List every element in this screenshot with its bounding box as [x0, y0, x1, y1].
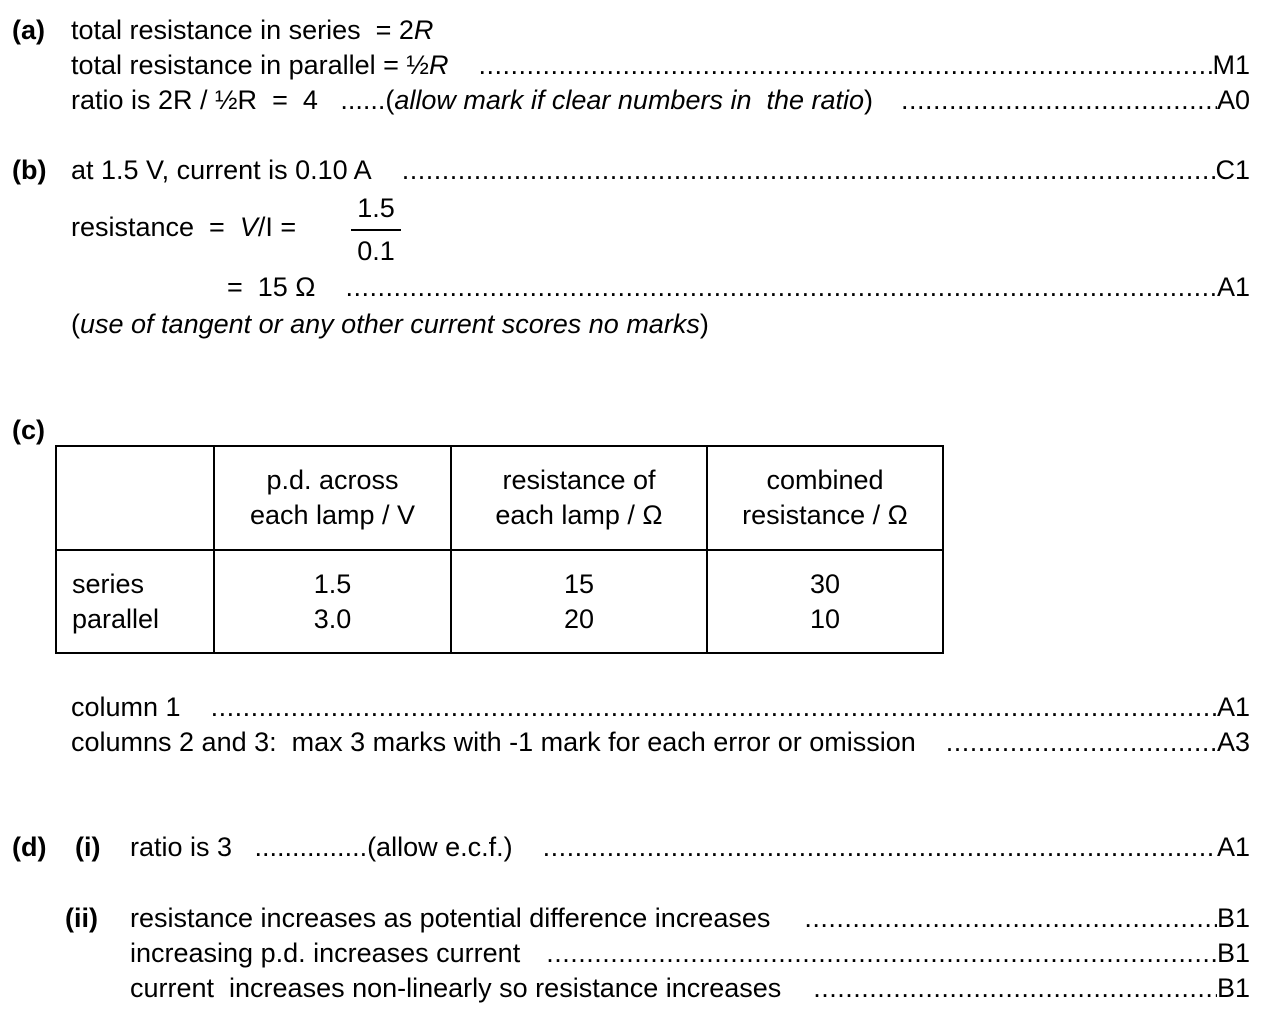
part-a-line-1-var: R — [413, 15, 434, 45]
part-d-label: (d) — [12, 832, 47, 862]
table-header-cell-empty — [56, 446, 214, 550]
part-b-resistance-formula — [71, 211, 296, 243]
leader-dots — [546, 937, 1217, 969]
part-b-res-mid: /I = — [257, 212, 297, 242]
table-data-row — [56, 550, 943, 653]
part-b-label: (b) — [12, 155, 47, 185]
mark-code: A0 — [1216, 85, 1250, 115]
leader-dots — [804, 902, 1217, 934]
leader-dots — [813, 972, 1217, 1004]
mark-code: A3 — [1216, 727, 1250, 757]
fraction-numerator: 1.5 — [357, 193, 395, 223]
part-b-fraction — [351, 192, 401, 267]
part-d-ii-label: (ii) — [65, 903, 98, 933]
part-d-ii-text: current increases non-linearly so resistance increases — [130, 973, 782, 1003]
part-d-ii-line-2 — [130, 937, 1250, 969]
part-b-note-italic: use of tangent or any other current scores no marks — [80, 309, 700, 339]
table-header-cell: resistance of each lamp / Ω — [451, 446, 707, 550]
mark-code: C1 — [1215, 155, 1250, 185]
part-d-i-label: (i) — [75, 832, 101, 862]
part-b-line-1-text: at 1.5 V, current is 0.10 A — [71, 155, 372, 185]
part-c-line-2-text: columns 2 and 3: max 3 marks with -1 mark for each error or omission — [71, 727, 916, 757]
part-c-line-1-text: column 1 — [71, 692, 181, 722]
leader-dots — [946, 726, 1217, 758]
mark-code: B1 — [1216, 938, 1250, 968]
leader-dots — [543, 831, 1217, 863]
part-c-line-2 — [71, 726, 1250, 758]
table-row-labels: series parallel — [56, 550, 214, 653]
part-b-note-post: ) — [699, 309, 709, 339]
table-cell-pd: 1.5 3.0 — [214, 550, 451, 653]
part-b-note — [71, 308, 709, 340]
part-b-res-label: resistance = — [71, 212, 240, 242]
part-a-line-2-var: R — [428, 50, 449, 80]
part-c-label: (c) — [12, 415, 45, 445]
part-a-line-2-text: total resistance in parallel = ½ — [71, 50, 429, 80]
leader-dots — [346, 271, 1217, 303]
leader-dots — [211, 691, 1217, 723]
part-d-ii-text: increasing p.d. increases current — [130, 938, 521, 968]
table-header-cell: p.d. across each lamp / V — [214, 446, 451, 550]
part-a-line-3 — [71, 84, 1250, 116]
part-d-i-text: ratio is 3 ...............(allow e.c.f.) — [130, 832, 513, 862]
part-d-ii-line-3 — [130, 972, 1250, 1004]
part-b-res-var: V — [239, 212, 258, 242]
part-a-line-2 — [71, 49, 1250, 81]
part-b-result — [227, 271, 1250, 303]
mark-code: A1 — [1216, 272, 1250, 302]
part-a-line-1 — [71, 14, 433, 46]
part-a-line-3-italic: allow mark if clear numbers in the ratio — [394, 85, 865, 115]
results-table — [55, 445, 944, 654]
mark-code: B1 — [1216, 903, 1250, 933]
part-a-line-3-post: ) — [864, 85, 874, 115]
mark-code: M1 — [1212, 50, 1250, 80]
leader-dots — [402, 154, 1216, 186]
part-a-line-1-text: total resistance in series = 2 — [71, 15, 414, 45]
part-d-ii-line-1 — [130, 902, 1250, 934]
mark-code: A1 — [1216, 692, 1250, 722]
leader-dots — [901, 84, 1217, 116]
part-d-ii-text: resistance increases as potential difference increases — [130, 903, 771, 933]
part-b-note-pre: ( — [71, 309, 80, 339]
fraction-bar — [351, 229, 401, 231]
table-header-row — [56, 446, 943, 550]
part-c-line-1 — [71, 691, 1250, 723]
part-b-line-1 — [71, 154, 1250, 186]
mark-code: A1 — [1216, 832, 1250, 862]
fraction-denominator: 0.1 — [357, 236, 395, 266]
mark-code: B1 — [1216, 973, 1250, 1003]
table-cell-resistance: 15 20 — [451, 550, 707, 653]
table-header-cell: combined resistance / Ω — [707, 446, 943, 550]
part-a-label: (a) — [12, 15, 45, 45]
part-a-line-3-pre: ratio is 2R / ½R = 4 ......( — [71, 85, 395, 115]
table-cell-combined: 30 10 — [707, 550, 943, 653]
leader-dots — [478, 49, 1212, 81]
part-b-result-text: = 15 Ω — [227, 272, 316, 302]
part-d-i-line — [130, 831, 1250, 863]
